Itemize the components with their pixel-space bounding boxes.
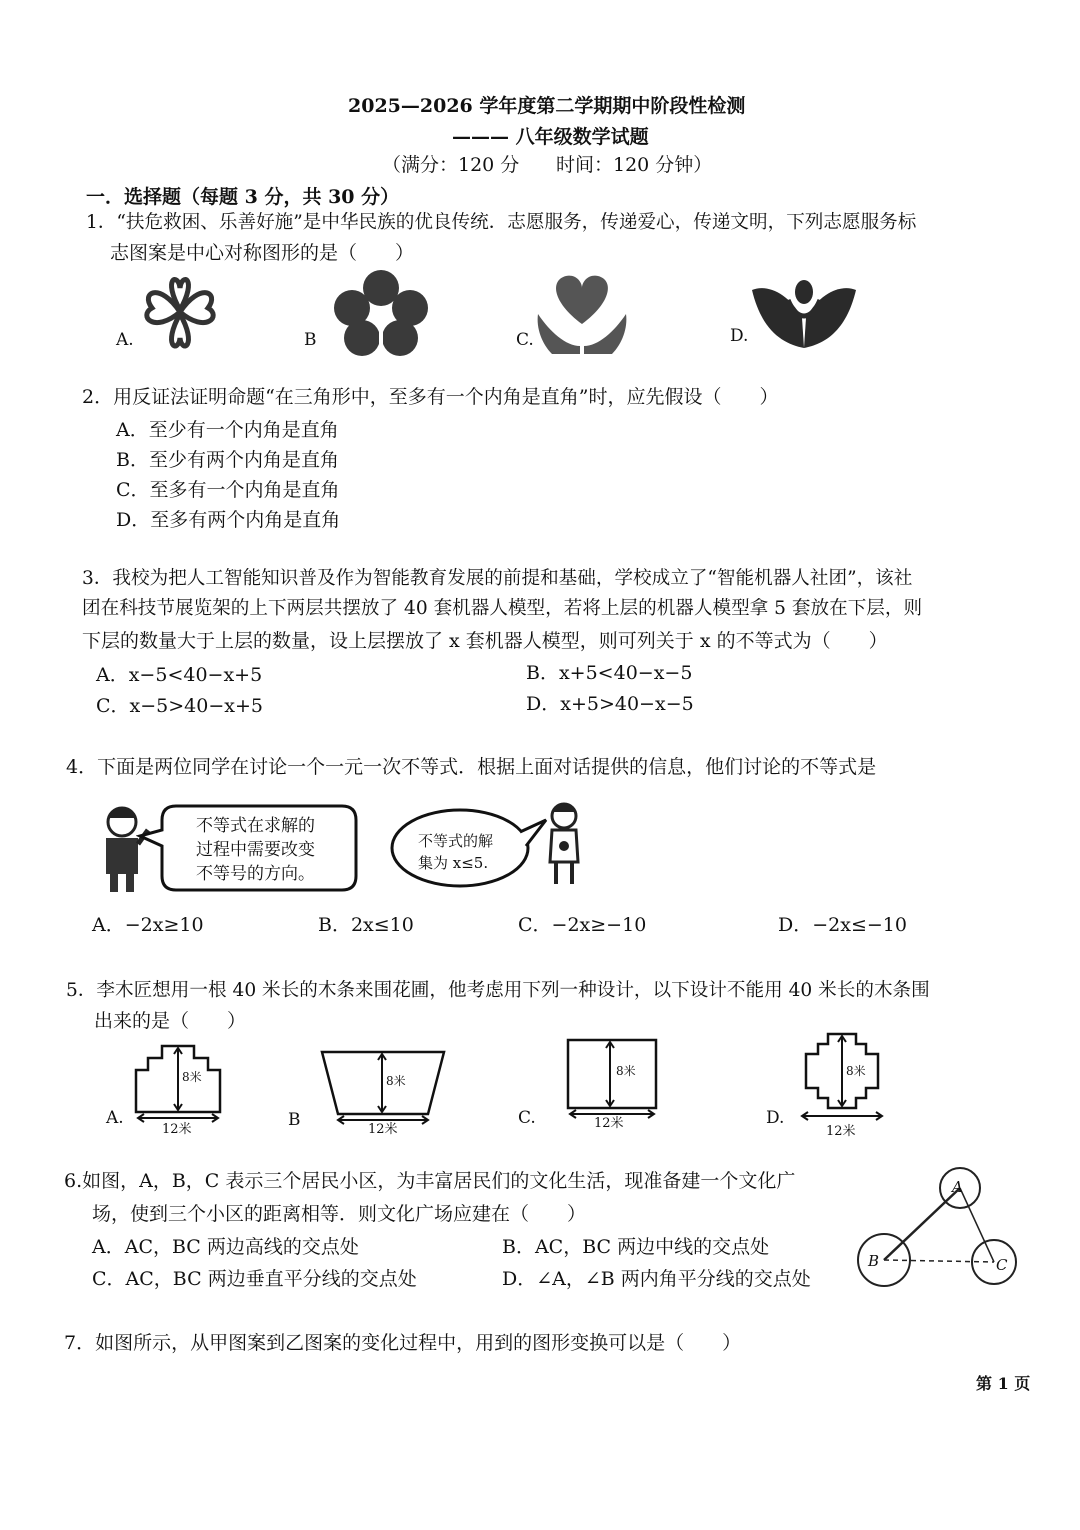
q5-label-c: C. bbox=[518, 1108, 536, 1128]
q3-line1: 3．我校为把人工智能知识普及作为智能教育发展的前提和基础，学校成立了“智能机器人社团”，该社 bbox=[82, 568, 913, 589]
q1-label-c: C. bbox=[516, 330, 534, 350]
bubble1-line1: 不等式在求解的 bbox=[196, 816, 315, 836]
q5-line1: 5．李木匠想用一根 40 米长的木条来围花圃，他考虑用下列一种设计，以下设计不能用 40 米长的木条围 bbox=[66, 980, 930, 1001]
q3-option-c: C．x−5>40−x+5 bbox=[96, 695, 264, 717]
full-score: （满分：120 分 bbox=[382, 154, 520, 176]
q5-a-height: 8米 bbox=[182, 1070, 202, 1084]
q3-option-b: B．x+5<40−x−5 bbox=[526, 662, 693, 684]
hands-sprout-logo bbox=[748, 270, 860, 354]
q3-option-a: A．x−5<40−x+5 bbox=[96, 664, 263, 686]
q4-option-d: D．−2x≤−10 bbox=[778, 914, 907, 936]
q6-option-d: D．∠A，∠B 两内角平分线的交点处 bbox=[502, 1268, 811, 1290]
girl-student-figure bbox=[544, 796, 584, 888]
point-b: B bbox=[868, 1252, 880, 1270]
q5-line2: 出来的是（ ） bbox=[94, 1010, 247, 1032]
q6-option-c: C．AC，BC 两边垂直平分线的交点处 bbox=[92, 1268, 417, 1290]
q1-label-d: D. bbox=[730, 326, 749, 346]
time-limit: 时间：120 分钟） bbox=[556, 154, 713, 176]
garden-design-d bbox=[792, 1030, 892, 1130]
q5-b-height: 8米 bbox=[386, 1074, 406, 1088]
page-number: 第 1 页 bbox=[976, 1374, 1031, 1393]
clover-hands-logo bbox=[130, 272, 230, 354]
q7-stem: 7．如图所示，从甲图案到乙图案的变化过程中，用到的图形变换可以是（ ） bbox=[64, 1332, 742, 1354]
bubble2-line2: 集为 x≤5. bbox=[418, 854, 489, 872]
q2-option-c: C．至多有一个内角是直角 bbox=[116, 479, 340, 501]
bubble2-line1: 不等式的解 bbox=[418, 832, 494, 850]
q6-line1: 6.如图，A，B，C 表示三个居民小区，为丰富居民们的文化生活，现准备建一个文化广 bbox=[64, 1170, 796, 1192]
q2-option-b: B．至少有两个内角是直角 bbox=[116, 449, 339, 471]
q3-line3: 下层的数量大于上层的数量，设上层摆放了 x 套机器人模型，则可列关于 x 的不等式为（ ） bbox=[82, 630, 888, 652]
q5-c-height: 8米 bbox=[616, 1064, 636, 1078]
bubble1-line3: 不等号的方向。 bbox=[196, 864, 315, 884]
exam-title: 2025—2026 学年度第二学期期中阶段性检测 bbox=[348, 95, 746, 117]
q1-line2: 志图案是中心对称图形的是（ ） bbox=[110, 242, 415, 264]
q2-option-a: A．至少有一个内角是直角 bbox=[116, 419, 339, 441]
point-a: A bbox=[952, 1178, 963, 1196]
q3-line2: 团在科技节展览架的上下两层共摆放了 40 套机器人模型，若将上层的机器人模型拿 5 套放在下层，则 bbox=[82, 598, 923, 619]
q2-stem: 2．用反证法证明命题“在三角形中，至多有一个内角是直角”时，应先假设（ ） bbox=[82, 386, 779, 408]
q4-option-c: C．−2x≥−10 bbox=[518, 914, 647, 936]
section-title: 一．选择题（每题 3 分，共 30 分） bbox=[86, 186, 400, 208]
q5-label-a: A. bbox=[106, 1108, 124, 1128]
bubble1-line2: 过程中需要改变 bbox=[196, 840, 315, 860]
q4-option-b: B．2x≤10 bbox=[318, 914, 414, 936]
q5-c-width: 12米 bbox=[594, 1116, 624, 1131]
q5-label-b: B bbox=[288, 1110, 301, 1130]
q4-stem: 4．下面是两位同学在讨论一个一元一次不等式．根据上面对话提供的信息，他们讨论的不等式是 bbox=[66, 756, 877, 778]
point-c: C bbox=[996, 1256, 1008, 1274]
q5-d-width: 12米 bbox=[826, 1124, 856, 1139]
q3-option-d: D．x+5>40−x−5 bbox=[526, 693, 694, 715]
q1-line1: 1．“扶危救困、乐善好施”是中华民族的优良传统．志愿服务，传递爱心，传递文明，下列志愿服务标 bbox=[86, 212, 917, 233]
q5-a-width: 12米 bbox=[162, 1122, 192, 1137]
q5-b-width: 12米 bbox=[368, 1122, 398, 1137]
q1-label-a: A. bbox=[116, 330, 134, 350]
flower-logo bbox=[326, 266, 436, 358]
heart-hands-logo bbox=[532, 266, 632, 358]
q6-option-a: A．AC，BC 两边高线的交点处 bbox=[92, 1236, 359, 1258]
q6-option-b: B．AC，BC 两边中线的交点处 bbox=[502, 1236, 770, 1258]
q5-label-d: D. bbox=[766, 1108, 785, 1128]
q5-d-height: 8米 bbox=[846, 1064, 866, 1078]
q4-option-a: A．−2x≥10 bbox=[92, 914, 204, 936]
garden-design-b bbox=[318, 1042, 448, 1128]
exam-subtitle: ——— 八年级数学试题 bbox=[452, 126, 649, 148]
garden-design-c bbox=[562, 1036, 662, 1124]
q2-option-d: D．至多有两个内角是直角 bbox=[116, 509, 341, 531]
three-communities-diagram bbox=[856, 1166, 1046, 1292]
q6-line2: 场，使到三个小区的距离相等．则文化广场应建在（ ） bbox=[92, 1203, 587, 1225]
q1-label-b: B bbox=[304, 330, 317, 350]
